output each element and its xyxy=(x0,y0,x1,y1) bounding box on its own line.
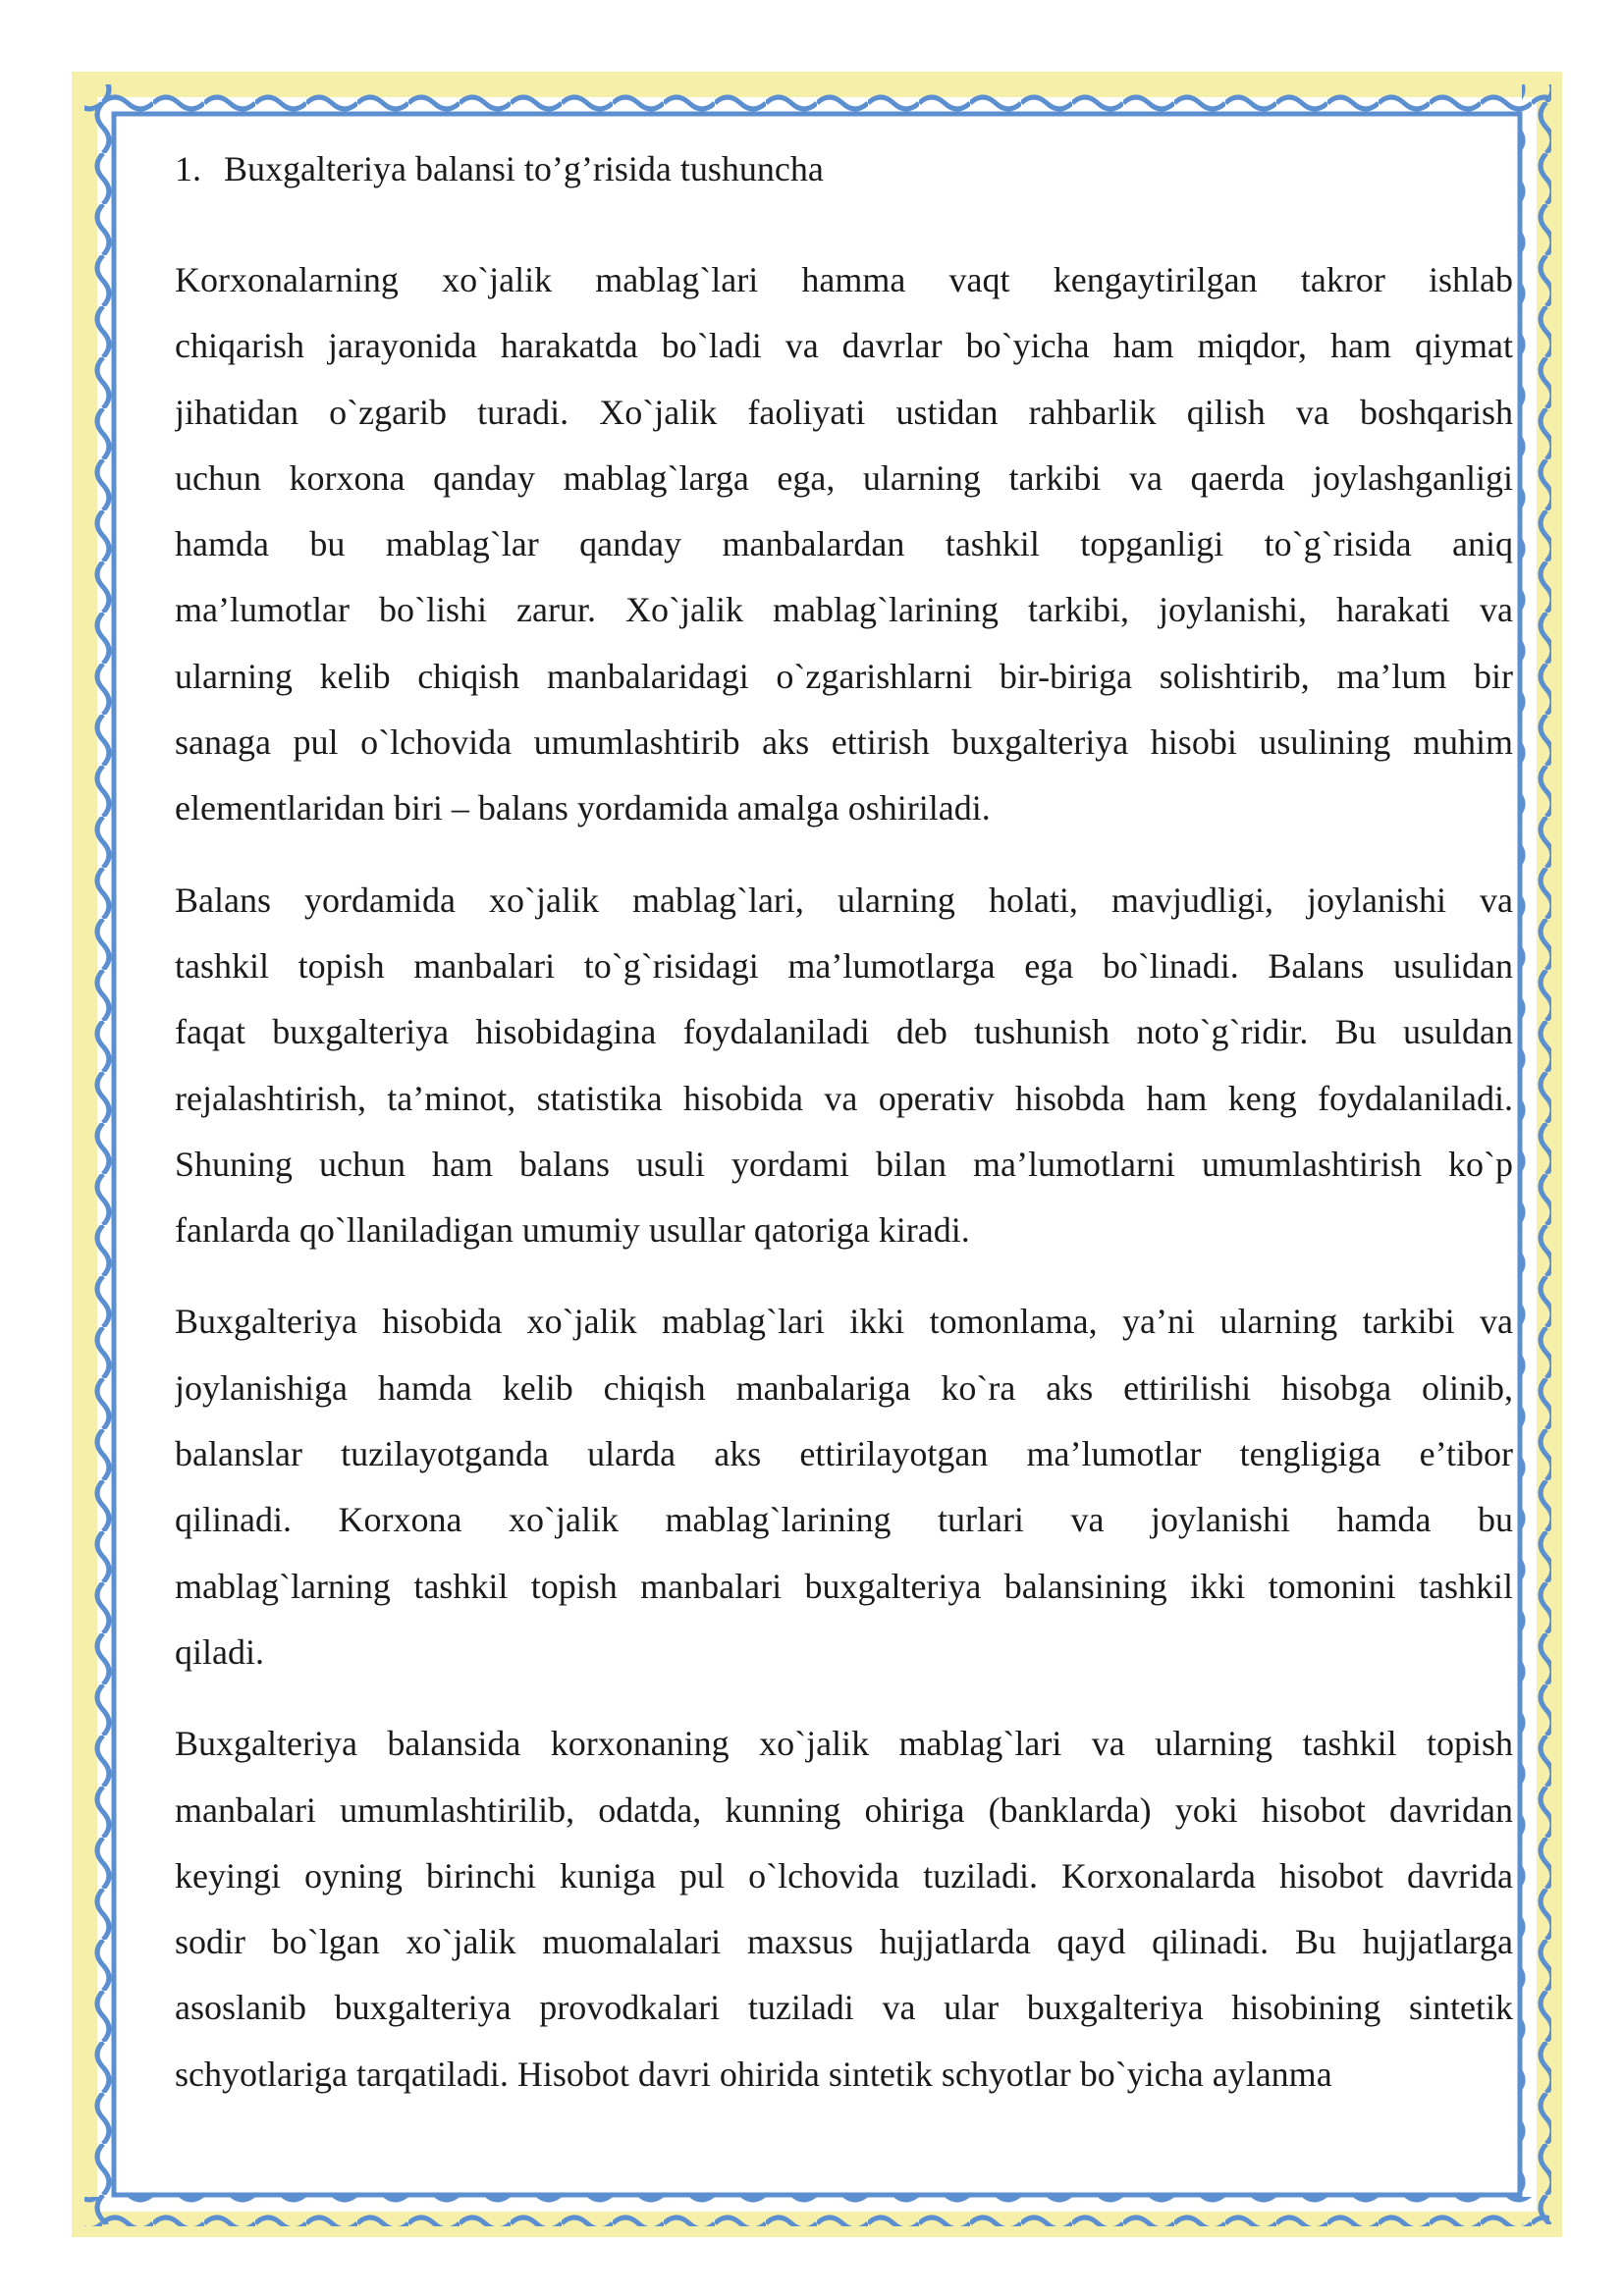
paragraph-line: Shuning uchun ham balans usuli yordami bilan ma’lumotlarni umumlashtirish ko`p xyxy=(175,1144,1513,1184)
paragraph-line: uchun korxona qanday mablag`larga ega, ularning tarkibi va qaerda joylashganligi xyxy=(175,457,1513,498)
paragraph-line: schyotlariga tarqatiladi. Hisobot davri ohirida sintetik schyotlar bo`yicha aylanma xyxy=(175,2054,1332,2094)
paragraph-line: ma’lumotlar bo`lishi zarur. Xo`jalik mablag`larining tarkibi, joylanishi, harakati va xyxy=(175,590,1513,630)
paragraph-line: ularning kelib chiqish manbalaridagi o`zgarishlarni bir-biriga solishtirib, ma’lum bir xyxy=(175,656,1513,696)
paragraph-line: jihatidan o`zgarib turadi. Xo`jalik faoliyati ustidan rahbarlik qilish va boshqarish xyxy=(175,392,1513,432)
paragraph-line: joylanishiga hamda kelib chiqish manbalariga ko`ra aks ettirilishi hisobga olinib, xyxy=(175,1367,1513,1408)
paragraph-line: tashkil topish manbalari to`g`risidagi ma’lumotlarga ega bo`linadi. Balans usulidan xyxy=(175,945,1513,986)
paragraph-line: Buxgalteriya hisobida xo`jalik mablag`lari ikki tomonlama, ya’ni ularning tarkibi va xyxy=(175,1302,1513,1342)
paragraph-2 xyxy=(175,868,1513,1264)
paragraph-4 xyxy=(175,1711,1513,2108)
paragraph-line: keyingi oyning birinchi kuniga pul o`lchovida tuziladi. Korxonalarda hisobot davrida xyxy=(175,1855,1513,1896)
paragraph-line: qiladi. xyxy=(175,1631,264,1672)
heading-text: Buxgalteriya balansi to’g’risida tushuncha xyxy=(224,149,824,188)
paragraph-line: Buxgalteriya balansida korxonaning xo`jalik mablag`lari va ularning tashkil topish xyxy=(175,1724,1513,1764)
paragraph-line: asoslanib buxgalteriya provodkalari tuziladi va ular buxgalteriya hisobining sintetik xyxy=(175,1988,1513,2028)
section-heading xyxy=(175,147,1513,190)
document-body xyxy=(175,147,1513,2133)
paragraph-line: Korxonalarning xo`jalik mablag`lari hamma vaqt kengaytirilgan takror ishlab xyxy=(175,260,1513,299)
paragraph-line: balanslar tuzilayotganda ularda aks ettirilayotgan ma’lumotlar tengligiga e’tibor xyxy=(175,1434,1513,1474)
paragraph-line: fanlarda qo`llaniladigan umumiy usullar qatoriga kiradi. xyxy=(175,1210,970,1251)
paragraph-line: chiqarish jarayonida harakatda bo`ladi va davrlar bo`yicha ham miqdor, ham qiymat xyxy=(175,326,1513,366)
paragraph-line: sanaga pul o`lchovida umumlashtirib aks ettirish buxgalteriya hisobi usulining muhim xyxy=(175,722,1513,763)
paragraph-line: faqat buxgalteriya hisobidagina foydalaniladi deb tushunish noto`g`ridir. Bu usuldan xyxy=(175,1012,1513,1052)
paragraph-line: elementlaridan biri – balans yordamida amalga oshiriladi. xyxy=(175,788,991,828)
paragraph-line: rejalashtirish, ta’minot, statistika hisobida va operativ hisobda ham keng foydalaniladi. xyxy=(175,1078,1513,1118)
paragraph-line: mablag`larning tashkil topish manbalari buxgalteriya balansining ikki tomonini tashkil xyxy=(175,1566,1513,1606)
paragraph-line: Balans yordamida xo`jalik mablag`lari, ularning holati, mavjudligi, joylanishi va xyxy=(175,880,1513,920)
paragraph-line: sodir bo`lgan xo`jalik muomalalari maxsus hujjatlarda qayd qilinadi. Bu hujjatlarga xyxy=(175,1922,1513,1962)
paragraph-1 xyxy=(175,247,1513,842)
paragraph-line: manbalari umumlashtirilib, odatda, kunning ohiriga (banklarda) yoki hisobot davridan xyxy=(175,1789,1513,1830)
paragraph-3 xyxy=(175,1289,1513,1685)
paragraph-line: qilinadi. Korxona xo`jalik mablag`larining turlari va joylanishi hamda bu xyxy=(175,1500,1513,1540)
heading-number: 1. xyxy=(175,149,201,188)
paragraph-line: hamda bu mablag`lar qanday manbalardan tashkil topganligi to`g`risida aniq xyxy=(175,524,1513,564)
